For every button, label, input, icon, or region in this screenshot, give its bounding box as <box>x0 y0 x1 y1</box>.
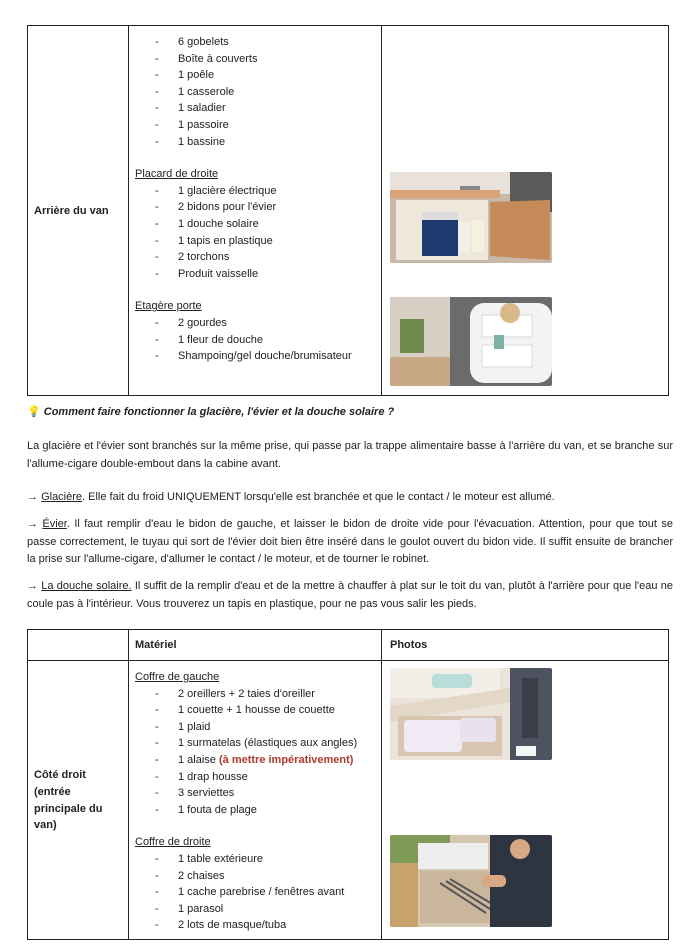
evier-text: . Il faut remplir d'eau le bidon de gauche, et laisser le bidon de droite vide pour l'évacuation. Attention, pour que tout se passe correctement, le tuyau qui sort de l'évier doit bien être inséré dans le goulot ouvert du bidon vide. Il suffit ensuite de brancher la prise sur l'allume-cigare, d'allumer le contact / le moteur, et de tourner le robinet. <box>27 518 673 565</box>
list-item: - 2 bidons pour l'évier <box>155 199 375 216</box>
list-item: - 1 table extérieure <box>155 851 375 868</box>
douche-text: Il suffit de la remplir d'eau et de la mettre à chauffer à plat sur le toit du van, plutôt à l'arrière pour que l'eau ne coule pas à l'intérieur. Vous trouverez un tapis en plastique, pour ne pas vous salir les pieds. <box>27 580 673 610</box>
list-item: - 1 poêle <box>155 67 375 84</box>
arrow-icon: → <box>27 491 38 503</box>
equipment-table-rear <box>27 25 669 396</box>
list-item: - 1 glacière électrique <box>155 183 375 200</box>
rear-photos-cell <box>382 26 668 395</box>
list-item: - Boîte à couverts <box>155 51 375 68</box>
coffre-gauche-list <box>135 686 375 819</box>
list-item: - 1 parasol <box>155 901 375 918</box>
arrow-icon: → <box>27 518 38 530</box>
header-empty <box>28 630 129 660</box>
row-label-rear: Arrière du van <box>28 26 129 395</box>
note-heading <box>27 404 673 422</box>
list-item: - 1 alaise (à mettre impérativement) <box>155 752 375 769</box>
list-item: - 2 torchons <box>155 249 375 266</box>
section-title-etagere-porte: Etagère porte <box>135 300 202 313</box>
etagere-porte-list <box>135 315 375 365</box>
list-item: - 1 cache parebrise / fenêtres avant <box>155 884 375 901</box>
right-side-photos-cell <box>382 661 668 940</box>
coffre-droite-list <box>135 851 375 934</box>
list-item: - 1 couette + 1 housse de couette <box>155 702 375 719</box>
list-item: - 1 passoire <box>155 117 375 134</box>
note-title: Comment faire fonctionner la glacière, l'évier et la douche solaire ? <box>43 406 395 418</box>
list-item: - 1 plaid <box>155 719 375 736</box>
list-item: - Produit vaisselle <box>155 266 375 283</box>
placard-droite-list <box>135 183 375 283</box>
list-item: - 1 saladier <box>155 100 375 117</box>
equipment-table-right-side <box>27 629 669 940</box>
lightbulb-icon: 💡 <box>27 406 41 418</box>
continued-items-list <box>135 34 375 150</box>
row-label-right-side: Côté droit (entrée principale du van) <box>28 661 129 940</box>
list-item: - 1 fleur de douche <box>155 332 375 349</box>
photo-coffre-droite <box>390 835 552 927</box>
list-item: - Shampoing/gel douche/brumisateur <box>155 348 375 365</box>
evier-label: Évier <box>42 518 67 530</box>
list-item: - 1 drap housse <box>155 769 375 786</box>
header-photos: Photos <box>390 639 428 651</box>
note-intro: La glacière et l'évier sont branchés sur la même prise, qui passe par la trappe alimentaire basse à l'arrière du van, et se branche sur l'allume-cigare double-embout dans la cabine avant. <box>27 440 673 470</box>
list-item: - 1 douche solaire <box>155 216 375 233</box>
photo-placard-droite <box>390 172 552 263</box>
list-item: - 2 chaises <box>155 868 375 885</box>
photo-etagere-porte <box>390 297 552 386</box>
photo-coffre-gauche <box>390 668 552 760</box>
note-evier <box>27 516 673 569</box>
note-glaciere <box>27 489 673 507</box>
section-title-coffre-gauche: Coffre de gauche <box>135 671 220 683</box>
list-item: - 2 oreillers + 2 taies d'oreiller <box>155 686 375 703</box>
right-side-items-cell <box>129 661 382 940</box>
note-douche <box>27 578 673 613</box>
section-title-coffre-droite: Coffre de droite <box>135 836 211 849</box>
list-item: - 1 tapis en plastique <box>155 233 375 250</box>
list-item: - 1 surmatelas (élastiques aux angles) <box>155 735 375 752</box>
warning-text: (à mettre impérativement) <box>218 753 354 766</box>
list-item: - 2 lots de masque/tuba <box>155 917 375 934</box>
list-item: - 3 serviettes <box>155 785 375 802</box>
rear-items-cell <box>129 26 382 395</box>
arrow-icon: → <box>27 580 38 592</box>
list-item: - 1 casserole <box>155 84 375 101</box>
glaciere-label: Glacière <box>41 491 83 503</box>
list-item: - 1 fouta de plage <box>155 802 375 819</box>
list-item: - 1 bassine <box>155 134 375 151</box>
section-title-placard-droite: Placard de droite <box>135 168 219 181</box>
usage-notes <box>27 404 673 422</box>
glaciere-text: . Elle fait du froid UNIQUEMENT lorsqu'elle est branchée et que le contact / le moteur est allumé. <box>82 491 555 503</box>
douche-label: La douche solaire. <box>41 580 132 592</box>
list-item: - 6 gobelets <box>155 34 375 51</box>
header-materiel: Matériel <box>129 630 382 660</box>
list-item: - 2 gourdes <box>155 315 375 332</box>
table-header-row <box>28 630 668 660</box>
